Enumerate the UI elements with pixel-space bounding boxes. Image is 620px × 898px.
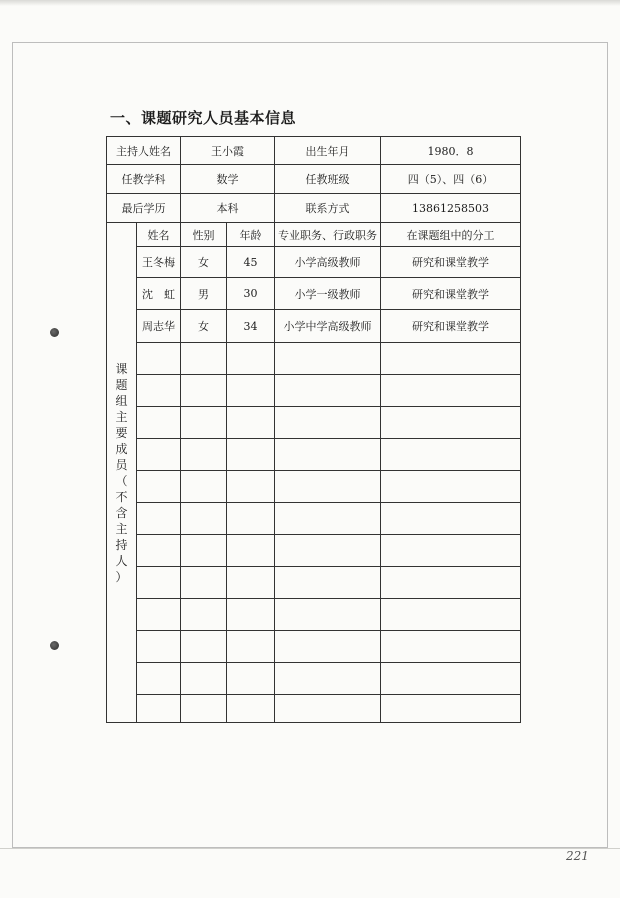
page-number: 221: [566, 849, 589, 863]
header-position: 专业职务、行政职务: [275, 223, 381, 247]
header-name: 姓名: [137, 223, 181, 247]
member-role: 研究和课堂教学: [381, 247, 521, 278]
member-position: 小学中学高级教师: [275, 310, 381, 343]
host-name-value: 王小霞: [181, 137, 275, 165]
member-row: [107, 247, 521, 278]
empty-member-row: [107, 471, 521, 503]
member-position: 小学高级教师: [275, 247, 381, 278]
member-name: 周志华: [137, 310, 181, 343]
member-position: 小学一级教师: [275, 278, 381, 310]
member-gender: 女: [181, 310, 227, 343]
section-title: 一、课题研究人员基本信息: [110, 109, 297, 127]
contact-value: 13861258503: [381, 194, 521, 223]
education-label: 最后学历: [107, 194, 181, 223]
empty-member-row: [107, 439, 521, 471]
host-subject-row: [107, 165, 521, 194]
members-group-label: 课 题 组 主 要 成 员 （ 不 含 主 持 人 ）: [107, 223, 137, 723]
paper-fold-line: [0, 848, 620, 849]
empty-member-row: [107, 663, 521, 695]
empty-member-row: [107, 567, 521, 599]
header-role: 在课题组中的分工: [381, 223, 521, 247]
binding-hole-icon: [50, 641, 59, 650]
paper-edge: [0, 0, 620, 6]
birth-value: 1980．8: [381, 137, 521, 165]
member-gender: 男: [181, 278, 227, 310]
host-education-row: [107, 194, 521, 223]
subject-value: 数学: [181, 165, 275, 194]
host-name-row: [107, 137, 521, 165]
empty-member-row: [107, 535, 521, 567]
empty-member-row: [107, 407, 521, 439]
member-name: 沈 虹: [137, 278, 181, 310]
member-row: [107, 278, 521, 310]
member-age: 45: [227, 247, 275, 278]
member-role: 研究和课堂教学: [381, 278, 521, 310]
member-role: 研究和课堂教学: [381, 310, 521, 343]
host-name-label: 主持人姓名: [107, 137, 181, 165]
empty-member-row: [107, 343, 521, 375]
education-value: 本科: [181, 194, 275, 223]
member-name: 王冬梅: [137, 247, 181, 278]
member-row: [107, 310, 521, 343]
member-age: 30: [227, 278, 275, 310]
member-age: 34: [227, 310, 275, 343]
member-gender: 女: [181, 247, 227, 278]
header-age: 年龄: [227, 223, 275, 247]
subject-label: 任教学科: [107, 165, 181, 194]
binding-hole-icon: [50, 328, 59, 337]
class-label: 任教班级: [275, 165, 381, 194]
researcher-info-table: [106, 136, 521, 723]
empty-member-row: [107, 631, 521, 663]
class-value: 四（5）、四（6）: [381, 165, 521, 194]
empty-member-row: [107, 695, 521, 723]
empty-member-row: [107, 599, 521, 631]
members-header-row: [107, 223, 521, 247]
birth-label: 出生年月: [275, 137, 381, 165]
empty-member-row: [107, 503, 521, 535]
header-gender: 性别: [181, 223, 227, 247]
empty-member-row: [107, 375, 521, 407]
contact-label: 联系方式: [275, 194, 381, 223]
